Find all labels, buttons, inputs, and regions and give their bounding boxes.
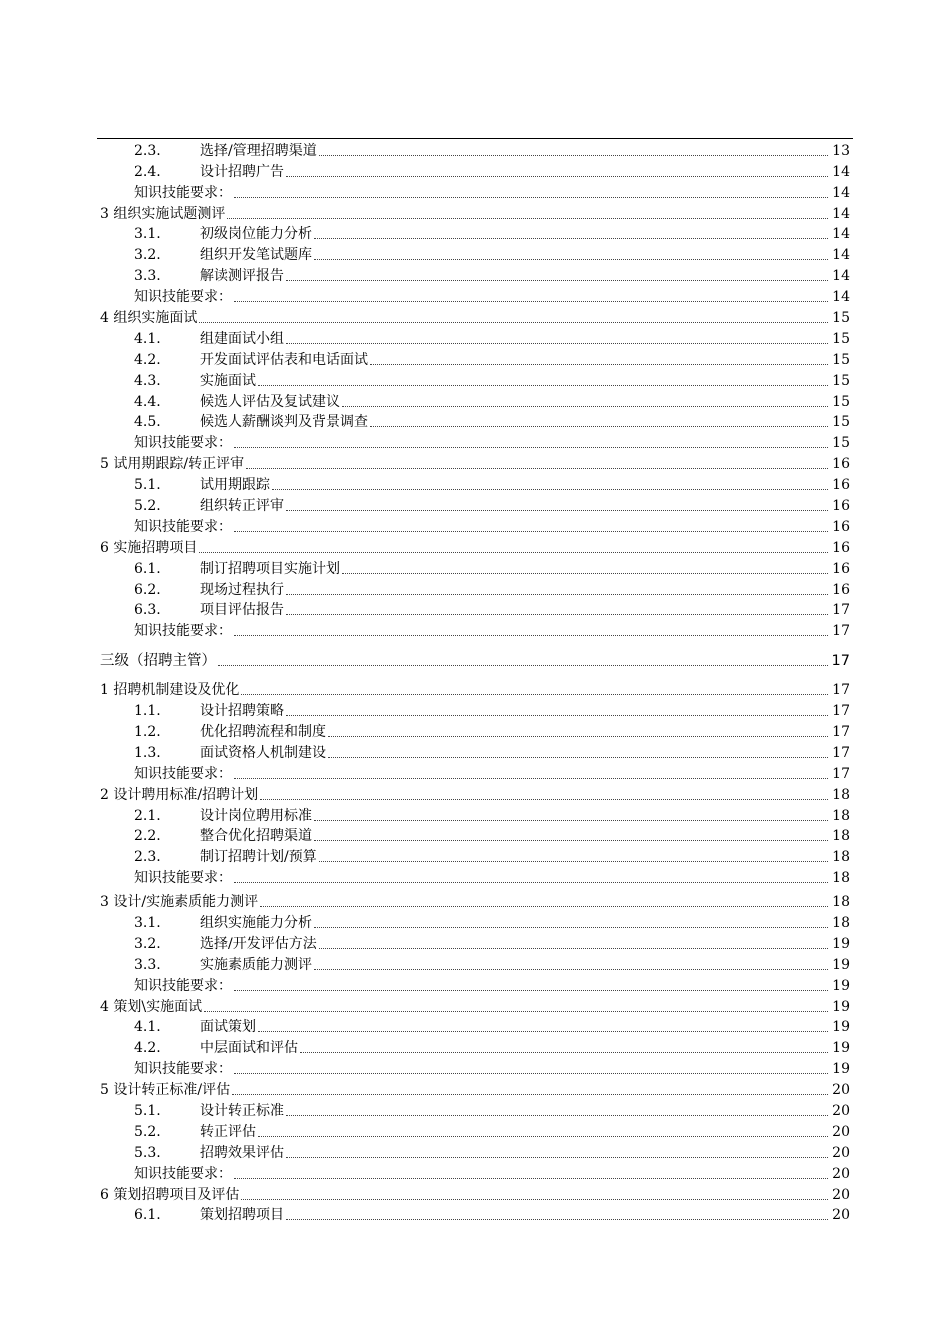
toc-entry-label: 招聘效果评估 xyxy=(200,1144,284,1161)
toc-page-number: 19 xyxy=(832,998,850,1015)
toc-entry-title xyxy=(134,226,312,243)
toc-entry-title xyxy=(134,602,284,619)
toc-page-number: 17 xyxy=(831,653,850,670)
dot-leader xyxy=(314,819,828,821)
toc-entry-title xyxy=(100,682,239,699)
toc-entry-title xyxy=(134,1019,256,1036)
toc-entry-title xyxy=(100,894,258,911)
toc-page-number: 16 xyxy=(832,456,850,473)
toc-page-number: 14 xyxy=(832,247,850,264)
toc-page-number: 19 xyxy=(832,1040,850,1057)
toc-page-number: 20 xyxy=(832,1144,850,1161)
toc-page-number: 19 xyxy=(832,1019,850,1036)
toc-entry-number: 4.3. xyxy=(134,372,161,389)
toc-entry-label: 1 招聘机制建设及优化 xyxy=(100,682,240,699)
toc-entry-number: 6.1. xyxy=(134,1207,161,1224)
toc-entry-number: 6.1. xyxy=(134,560,161,577)
toc-page-number: 17 xyxy=(832,602,850,619)
toc-entry-title xyxy=(134,1040,298,1057)
toc-entry[interactable] xyxy=(0,1204,950,1225)
toc-entry-number: 2.3. xyxy=(134,142,161,159)
dot-leader xyxy=(246,467,828,469)
toc-page-number: 16 xyxy=(832,560,850,577)
dot-leader xyxy=(319,154,828,156)
toc-entry-title xyxy=(134,623,232,640)
dot-leader xyxy=(286,279,828,281)
toc-entry-label: 三级（招聘主管） xyxy=(100,653,216,670)
toc-page-number: 13 xyxy=(832,142,850,159)
toc-entry-title xyxy=(134,957,312,974)
toc-entry-label: 组织开发笔试题库 xyxy=(200,247,312,264)
toc-entry-label: 策划招聘项目 xyxy=(200,1207,284,1224)
toc-entry-title xyxy=(134,870,232,887)
toc-page-number: 17 xyxy=(832,765,850,782)
toc-entry-label: 知识技能要求： xyxy=(134,1165,232,1182)
toc-entry-number: 4.4. xyxy=(134,393,161,410)
toc-entry[interactable] xyxy=(0,932,950,953)
toc-entry-label: 候选人薪酬谈判及背景调查 xyxy=(200,414,368,431)
toc-page-number: 16 xyxy=(832,477,850,494)
toc-page-number: 14 xyxy=(832,205,850,222)
toc-entry-title xyxy=(134,1103,284,1120)
toc-entry-title xyxy=(134,1207,284,1224)
dot-leader xyxy=(286,509,828,511)
toc-entry-number: 4.1. xyxy=(134,1019,161,1036)
toc-entry[interactable] xyxy=(0,1120,950,1141)
toc-entry-label: 试用期跟踪 xyxy=(200,477,270,494)
toc-entry-title xyxy=(100,310,197,327)
toc-page-number: 19 xyxy=(832,956,850,973)
toc-entry-title xyxy=(134,519,232,536)
toc-entry-label: 知识技能要求： xyxy=(134,870,232,887)
toc-entry[interactable] xyxy=(0,720,950,741)
toc-entry-label: 5 试用期跟踪/转正评审 xyxy=(100,456,245,473)
toc-page-number: 16 xyxy=(832,518,850,535)
toc-entry[interactable] xyxy=(0,599,950,620)
dot-leader xyxy=(260,798,828,800)
toc-entry-label: 设计招聘广告 xyxy=(200,163,284,180)
toc-entry-label: 3 组织实施试题测评 xyxy=(100,205,226,222)
toc-entry-title xyxy=(134,1124,256,1141)
toc-entry[interactable] xyxy=(0,557,950,578)
toc-entry[interactable] xyxy=(0,202,950,223)
toc-entry-number: 5.2. xyxy=(134,1123,161,1140)
toc-page-number: 15 xyxy=(832,330,850,347)
toc-entry-title xyxy=(100,1082,230,1099)
toc-entry-number: 5.2. xyxy=(134,498,161,515)
toc-entry-number: 6.2. xyxy=(134,581,161,598)
toc-page-number: 19 xyxy=(832,935,850,952)
toc-entry[interactable] xyxy=(0,866,950,887)
toc-entry-label: 知识技能要求： xyxy=(134,623,232,640)
toc-entry-label: 知识技能要求： xyxy=(134,765,232,782)
toc-entry-number: 2.4. xyxy=(134,163,161,180)
toc-entry-label: 设计招聘策略 xyxy=(200,703,284,720)
toc-page-number: 20 xyxy=(832,1082,850,1099)
dot-leader xyxy=(241,693,828,695)
toc-page-number: 18 xyxy=(832,849,850,866)
dot-leader xyxy=(234,777,828,779)
toc-entry-label: 知识技能要求： xyxy=(134,289,232,306)
toc-entry-number: 4.5. xyxy=(134,414,161,431)
toc-entry[interactable] xyxy=(0,285,950,306)
toc-entry[interactable] xyxy=(0,473,950,494)
toc-page-number: 19 xyxy=(832,977,850,994)
toc-entry-label: 知识技能要求： xyxy=(134,184,232,201)
toc-entry[interactable] xyxy=(0,536,950,557)
toc-entry-title xyxy=(134,268,284,285)
toc-entry-number: 5.1. xyxy=(134,477,161,494)
toc-entry-label: 候选人评估及复试建议 xyxy=(200,393,340,410)
toc-entry-label: 设计转正标准 xyxy=(200,1102,284,1119)
toc-entry-label: 解读测评报告 xyxy=(200,268,284,285)
toc-entry-number: 3.3. xyxy=(134,956,161,973)
dot-leader xyxy=(218,664,828,666)
toc-entry-number: 1.3. xyxy=(134,744,161,761)
toc-entry-label: 面试资格人机制建设 xyxy=(200,744,326,761)
toc-entry-label: 优化招聘流程和制度 xyxy=(200,723,326,740)
toc-entry-title xyxy=(134,724,326,741)
toc-page-number: 18 xyxy=(832,828,850,845)
toc-entry-title xyxy=(134,808,312,825)
dot-leader xyxy=(241,1198,828,1200)
dot-leader xyxy=(234,300,828,302)
toc-entry[interactable] xyxy=(0,494,950,515)
toc-entry-title xyxy=(100,456,244,473)
dot-leader xyxy=(258,1135,828,1137)
toc-entry-label: 实施素质能力测评 xyxy=(200,956,312,973)
dot-leader xyxy=(314,258,828,260)
toc-entry[interactable] xyxy=(0,327,950,348)
toc-entry-number: 4.1. xyxy=(134,330,161,347)
toc-page-number: 17 xyxy=(832,723,850,740)
dot-leader xyxy=(314,926,828,928)
dot-leader xyxy=(286,342,828,344)
toc-entry-label: 项目评估报告 xyxy=(200,602,284,619)
toc-entry[interactable] xyxy=(0,369,950,390)
toc-entry[interactable] xyxy=(0,431,950,452)
toc-entry-label: 组织实施能力分析 xyxy=(200,914,312,931)
toc-entry-label: 知识技能要求： xyxy=(134,1061,232,1078)
table-of-contents xyxy=(0,139,950,1224)
dot-leader xyxy=(286,613,828,615)
toc-entry-label: 开发面试评估表和电话面试 xyxy=(200,351,368,368)
toc-page-number: 17 xyxy=(832,744,850,761)
toc-entry-title xyxy=(100,1187,239,1204)
dot-leader xyxy=(234,989,828,991)
toc-entry-title xyxy=(134,289,232,306)
toc-entry-title xyxy=(134,498,284,515)
toc-page-number: 20 xyxy=(832,1207,850,1224)
toc-page-number: 20 xyxy=(832,1123,850,1140)
toc-entry-number: 4.2. xyxy=(134,351,161,368)
toc-entry-title xyxy=(134,745,326,762)
toc-entry-title xyxy=(134,394,340,411)
dot-leader xyxy=(286,175,828,177)
toc-entry-title xyxy=(100,787,258,804)
toc-page-number: 15 xyxy=(832,310,850,327)
dot-leader xyxy=(227,217,828,219)
toc-page-number: 14 xyxy=(832,226,850,243)
dot-leader xyxy=(232,1093,828,1095)
toc-entry-title xyxy=(134,352,368,369)
toc-entry[interactable] xyxy=(0,452,950,473)
toc-page-number: 18 xyxy=(832,870,850,887)
toc-entry-number: 3.3. xyxy=(134,268,161,285)
toc-entry[interactable] xyxy=(0,762,950,783)
toc-entry-title xyxy=(134,331,284,348)
toc-entry-title xyxy=(134,561,340,578)
toc-entry[interactable] xyxy=(0,845,950,866)
dot-leader xyxy=(234,1177,828,1179)
toc-entry-number: 3.2. xyxy=(134,935,161,952)
toc-entry-title xyxy=(134,185,232,202)
toc-entry[interactable] xyxy=(0,181,950,202)
toc-entry-label: 6 实施招聘项目 xyxy=(100,539,198,556)
toc-entry[interactable] xyxy=(0,578,950,599)
dot-leader xyxy=(258,1030,828,1032)
toc-entry-title xyxy=(134,1145,284,1162)
toc-entry-number: 3.2. xyxy=(134,247,161,264)
toc-entry-number: 6.3. xyxy=(134,602,161,619)
toc-entry-label: 4 策划\实施面试 xyxy=(100,998,203,1015)
toc-entry[interactable] xyxy=(0,1099,950,1120)
toc-entry-label: 知识技能要求： xyxy=(134,977,232,994)
toc-entry-label: 制订招聘计划/预算 xyxy=(200,849,317,866)
toc-page-number: 15 xyxy=(832,351,850,368)
dot-leader xyxy=(286,1156,828,1158)
toc-page-number: 18 xyxy=(832,786,850,803)
dot-leader xyxy=(342,405,828,407)
toc-entry-label: 选择/开发评估方法 xyxy=(200,935,317,952)
toc-page-number: 14 xyxy=(832,163,850,180)
toc-entry[interactable] xyxy=(0,890,950,911)
dot-leader xyxy=(199,321,828,323)
toc-entry-number: 1.2. xyxy=(134,723,161,740)
toc-entry[interactable] xyxy=(0,953,950,974)
toc-entry-title xyxy=(134,849,317,866)
toc-entry[interactable] xyxy=(0,1141,950,1162)
toc-entry-title xyxy=(134,477,270,494)
toc-page-number: 17 xyxy=(832,703,850,720)
toc-entry-title xyxy=(100,653,216,670)
toc-entry[interactable] xyxy=(0,825,950,846)
toc-entry-number: 2.3. xyxy=(134,849,161,866)
dot-leader xyxy=(342,572,828,574)
dot-leader xyxy=(300,1051,828,1053)
toc-entry[interactable] xyxy=(0,741,950,762)
toc-entry-label: 知识技能要求： xyxy=(134,518,232,535)
toc-entry-label: 初级岗位能力分析 xyxy=(200,226,312,243)
toc-entry[interactable] xyxy=(0,619,950,640)
dot-leader xyxy=(319,947,828,949)
toc-entry[interactable] xyxy=(0,160,950,181)
toc-entry[interactable] xyxy=(0,1057,950,1078)
toc-entry-number: 4.2. xyxy=(134,1040,161,1057)
toc-page-number: 20 xyxy=(832,1165,850,1182)
toc-page-number: 19 xyxy=(832,1061,850,1078)
toc-entry[interactable] xyxy=(0,348,950,369)
toc-entry-label: 实施面试 xyxy=(200,372,256,389)
toc-page-number: 14 xyxy=(832,268,850,285)
toc-entry[interactable] xyxy=(0,139,950,160)
toc-page-number: 18 xyxy=(832,914,850,931)
dot-leader xyxy=(234,1072,828,1074)
toc-page-number: 16 xyxy=(832,581,850,598)
toc-entry-label: 5 设计转正标准/评估 xyxy=(100,1082,231,1099)
toc-entry[interactable] xyxy=(0,223,950,244)
dot-leader xyxy=(286,1218,828,1220)
dot-leader xyxy=(286,1114,828,1116)
toc-page-number: 15 xyxy=(832,393,850,410)
toc-page-number: 17 xyxy=(832,682,850,699)
toc-entry-title xyxy=(134,164,284,181)
dot-leader xyxy=(234,881,828,883)
toc-entry[interactable] xyxy=(0,243,950,264)
toc-entry-label: 面试策划 xyxy=(200,1019,256,1036)
toc-entry-label: 选择/管理招聘渠道 xyxy=(200,142,317,159)
toc-page-number: 18 xyxy=(832,894,850,911)
toc-page-number: 14 xyxy=(832,184,850,201)
toc-entry[interactable] xyxy=(0,974,950,995)
toc-entry-label: 4 组织实施面试 xyxy=(100,310,198,327)
toc-entry-label: 组织转正评审 xyxy=(200,498,284,515)
dot-leader xyxy=(328,756,828,758)
dot-leader xyxy=(199,551,828,553)
dot-leader xyxy=(204,1010,828,1012)
dot-leader xyxy=(234,530,828,532)
toc-entry-title xyxy=(134,766,232,783)
dot-leader xyxy=(370,425,828,427)
toc-page-number: 20 xyxy=(832,1186,850,1203)
toc-entry[interactable] xyxy=(0,264,950,285)
toc-entry-title xyxy=(134,435,232,452)
toc-entry[interactable] xyxy=(0,699,950,720)
dot-leader xyxy=(328,735,828,737)
toc-page-number: 15 xyxy=(832,372,850,389)
toc-entry-label: 现场过程执行 xyxy=(200,581,284,598)
toc-entry-label: 制订招聘项目实施计划 xyxy=(200,560,340,577)
toc-entry-title xyxy=(134,582,284,599)
toc-entry-label: 知识技能要求： xyxy=(134,435,232,452)
toc-entry-title xyxy=(134,1061,232,1078)
toc-page-number: 18 xyxy=(832,807,850,824)
toc-entry[interactable] xyxy=(0,1078,950,1099)
toc-entry-title xyxy=(134,703,284,720)
toc-entry[interactable] xyxy=(0,804,950,825)
toc-entry[interactable] xyxy=(0,1183,950,1204)
dot-leader xyxy=(286,714,828,716)
dot-leader xyxy=(234,196,828,198)
dot-leader xyxy=(314,839,828,841)
toc-entry[interactable] xyxy=(0,783,950,804)
toc-entry[interactable] xyxy=(0,390,950,411)
toc-entry-title xyxy=(134,828,312,845)
toc-entry-number: 3.1. xyxy=(134,914,161,931)
toc-entry[interactable] xyxy=(0,678,950,699)
toc-entry[interactable] xyxy=(0,1036,950,1057)
toc-entry-label: 2 设计聘用标准/招聘计划 xyxy=(100,786,259,803)
dot-leader xyxy=(286,593,828,595)
toc-page-number: 16 xyxy=(832,539,850,556)
toc-page-number: 15 xyxy=(832,414,850,431)
toc-entry-label: 3 设计/实施素质能力测评 xyxy=(100,894,259,911)
toc-entry-title xyxy=(100,206,225,223)
toc-entry-title xyxy=(134,414,368,431)
toc-entry-title xyxy=(100,999,202,1016)
toc-entry-label: 转正评估 xyxy=(200,1123,256,1140)
dot-leader xyxy=(272,488,828,490)
dot-leader xyxy=(260,905,828,907)
toc-entry[interactable] xyxy=(0,995,950,1016)
dot-leader xyxy=(258,384,828,386)
toc-entry-title xyxy=(134,978,232,995)
toc-entry-title xyxy=(134,936,317,953)
dot-leader xyxy=(314,968,828,970)
toc-page-number: 14 xyxy=(832,289,850,306)
toc-entry[interactable] xyxy=(0,1162,950,1183)
toc-entry[interactable] xyxy=(0,411,950,432)
toc-entry-number: 2.2. xyxy=(134,828,161,845)
toc-entry-label: 中层面试和评估 xyxy=(200,1040,298,1057)
toc-entry-number: 5.1. xyxy=(134,1102,161,1119)
toc-entry-number: 2.1. xyxy=(134,807,161,824)
dot-leader xyxy=(370,363,828,365)
toc-entry-title xyxy=(134,247,312,264)
toc-entry-title xyxy=(134,373,256,390)
toc-entry-label: 整合优化招聘渠道 xyxy=(200,828,312,845)
dot-leader xyxy=(234,634,828,636)
toc-entry-title xyxy=(134,1166,232,1183)
toc-entry-number: 5.3. xyxy=(134,1144,161,1161)
toc-page-number: 15 xyxy=(832,435,850,452)
dot-leader xyxy=(319,860,828,862)
dot-leader xyxy=(234,446,828,448)
toc-entry-title xyxy=(134,143,317,160)
toc-page-number: 17 xyxy=(832,623,850,640)
toc-entry[interactable] xyxy=(0,1016,950,1037)
toc-entry[interactable] xyxy=(0,306,950,327)
toc-entry-title xyxy=(100,540,197,557)
toc-entry-label: 组建面试小组 xyxy=(200,330,284,347)
toc-entry-title xyxy=(134,915,312,932)
toc-entry-label: 6 策划招聘项目及评估 xyxy=(100,1186,240,1203)
toc-entry-number: 1.1. xyxy=(134,703,161,720)
toc-entry[interactable] xyxy=(0,911,950,932)
toc-page-number: 16 xyxy=(832,498,850,515)
toc-entry-label: 设计岗位聘用标准 xyxy=(200,807,312,824)
toc-section-heading[interactable] xyxy=(0,649,950,670)
dot-leader xyxy=(314,237,828,239)
toc-entry-number: 3.1. xyxy=(134,226,161,243)
toc-entry[interactable] xyxy=(0,515,950,536)
toc-page-number: 20 xyxy=(832,1102,850,1119)
